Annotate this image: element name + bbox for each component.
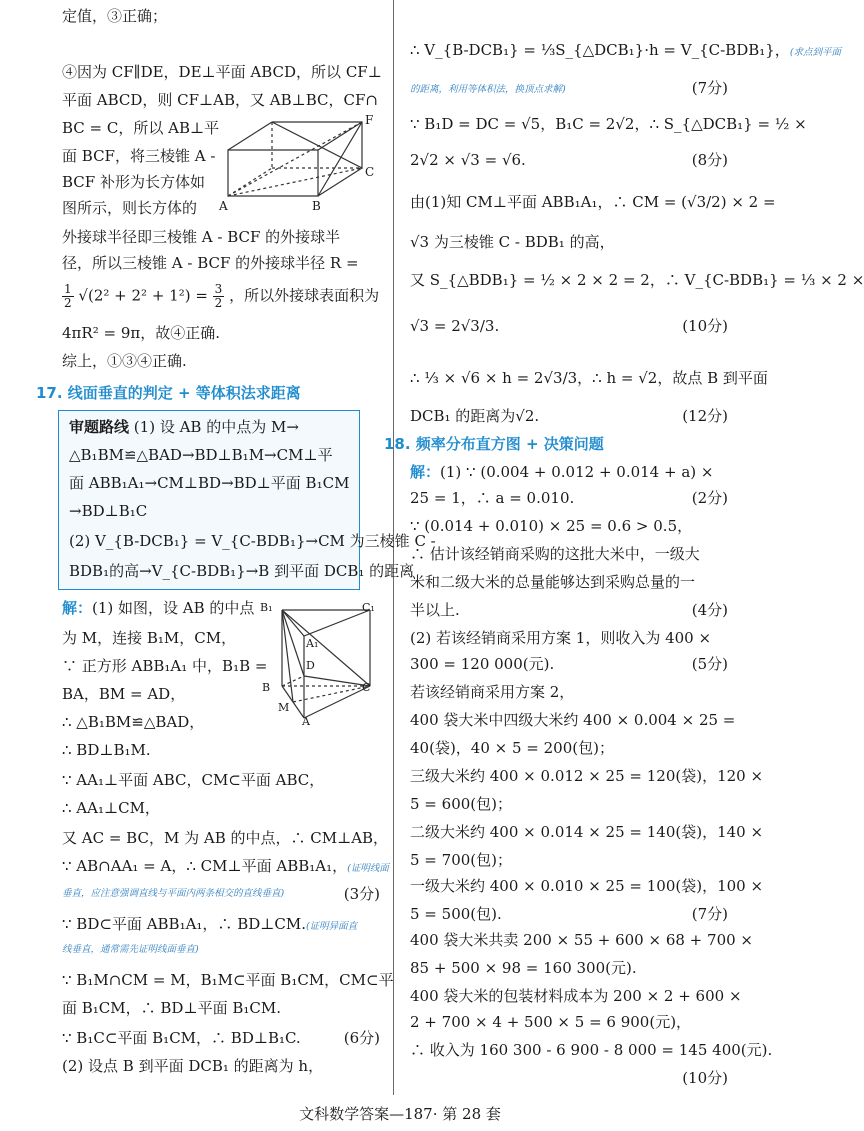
- text-line: [69, 417, 299, 437]
- text-line: [410, 462, 713, 482]
- text-line: 半以上.: [410, 601, 460, 619]
- text-line: ∴ BD⊥B₁M.: [62, 741, 151, 759]
- text-line: 又 S_{△BDB₁} = ½ × 2 × 2 = 2，∴ V_{C-BDB₁} = ⅓ × 2 ×: [410, 271, 864, 289]
- fig2-label-b1: B₁: [260, 601, 273, 614]
- score-points: (7分): [691, 79, 728, 97]
- text-line: 为 M，连接 B₁M，CM，: [62, 629, 237, 647]
- annotation-note: (求点到平面: [789, 47, 842, 58]
- text-line: 径，所以三棱锥 A - BCF 的外接球半径 R =: [62, 254, 359, 272]
- text-line: [62, 598, 254, 618]
- text-segment: (1) 设 AB 的中点为 M→: [133, 418, 299, 436]
- page-footer: 文科数学答案—187· 第 28 套: [299, 1105, 501, 1123]
- text-line: 综上，①③④正确.: [62, 352, 187, 370]
- score-points: (10分): [682, 317, 728, 335]
- text-line: →BD⊥B₁C: [69, 502, 148, 520]
- radical-expression: √(2² + 2² + 1²) =: [78, 286, 213, 305]
- fig1-label-b: B: [312, 199, 321, 213]
- text-line: 300 = 120 000(元).: [410, 655, 555, 673]
- text-line: [62, 914, 357, 937]
- text-line: 85 + 500 × 98 = 160 300(元).: [410, 959, 637, 977]
- section-17-title: 17. 线面垂直的判定 + 等体积法求距离: [36, 384, 301, 402]
- score-points: (12分): [682, 407, 728, 425]
- text-line: 由(1)知 CM⊥平面 ABB₁A₁，∴ CM = (√3/2) × 2 =: [410, 193, 776, 211]
- text-line: 400 袋大米中四级大米约 400 × 0.004 × 25 =: [410, 711, 736, 729]
- score-points: (10分): [682, 1069, 728, 1087]
- cuboid-figure: [222, 110, 382, 214]
- solution-label: 解：: [62, 599, 93, 617]
- text-line: [62, 283, 379, 310]
- text-line: ∴ 估计该经销商采购的这批大米中，一级大: [410, 545, 700, 563]
- text-line: ∵ (0.014 + 0.010) × 25 = 0.6 > 0.5，: [410, 517, 693, 535]
- text-line: ∵ B₁M∩CM = M，B₁M⊂平面 B₁CM，CM⊂平: [62, 971, 394, 989]
- text-line: √3 为三棱锥 C - BDB₁ 的高，: [410, 233, 615, 251]
- text-line: (2) 若该经销商采用方案 1，则收入为 400 ×: [410, 629, 712, 647]
- text-line: ∴ 收入为 160 300 - 6 900 - 8 000 = 145 400(元).: [410, 1041, 773, 1059]
- section-18-title: 18. 频率分布直方图 + 决策问题: [384, 435, 604, 453]
- prism-figure: [274, 600, 378, 728]
- text-line: ∵ AA₁⊥平面 ABC，CM⊂平面 ABC，: [62, 771, 325, 789]
- score-points: (5分): [691, 655, 728, 673]
- text-segment: ∵ BD⊂平面 ABB₁A₁，∴ BD⊥CM.: [62, 915, 306, 933]
- fig2-label-b: B: [262, 681, 271, 694]
- text-line: BA，BM = AD，: [62, 685, 186, 703]
- fig1-label-f: F: [365, 113, 374, 127]
- text-line: 定值，③正确；: [62, 7, 168, 25]
- score-points: (7分): [691, 905, 728, 923]
- text-line: 面 BCF，将三棱锥 A -: [62, 147, 216, 165]
- text-line: 三级大米约 400 × 0.012 × 25 = 120(袋)，120 ×: [410, 767, 764, 785]
- text-line: △B₁BM≌△BAD→BD⊥B₁M→CM⊥平: [69, 446, 333, 464]
- fig2-label-a: A: [302, 715, 310, 728]
- text-line: 5 = 500(包).: [410, 905, 502, 923]
- text-line: 平面 ABCD，则 CF⊥AB，又 AB⊥BC，CF∩: [62, 91, 378, 109]
- text-line: ④因为 CF∥DE，DE⊥平面 ABCD，所以 CF⊥: [62, 63, 382, 81]
- text-line: 4πR² = 9π，故④正确.: [62, 324, 220, 342]
- fig2-label-d: D: [306, 659, 315, 672]
- text-line: 5 = 700(包)；: [410, 851, 512, 869]
- text-line: 40(袋)，40 × 5 = 200(包)；: [410, 739, 614, 757]
- text-line: 25 = 1，∴ a = 0.010.: [410, 489, 575, 507]
- text-line: 若该经销商采用方案 2，: [410, 683, 575, 701]
- fig2-label-m: M: [278, 701, 290, 714]
- text-line: ∵ B₁D = DC = √5，B₁C = 2√2，∴ S_{△DCB₁} = ½ ×: [410, 115, 807, 133]
- text-line: 二级大米约 400 × 0.014 × 25 = 140(袋)，140 ×: [410, 823, 764, 841]
- annotation-note: 的距离，利用等体积法，换顶点求解): [410, 84, 566, 95]
- text-line: [410, 40, 841, 63]
- text-line: BDB₁的高→V_{C-BDB₁}→B 到平面 DCB₁ 的距离: [69, 562, 415, 580]
- text-line: √3 = 2√3/3.: [410, 317, 500, 335]
- text-line: (2) 设点 B 到平面 DCB₁ 的距离为 h，: [62, 1057, 324, 1075]
- text-line: BC = C，所以 AB⊥平: [62, 119, 220, 137]
- score-points: (6分): [343, 1029, 380, 1047]
- text-line: ∴ △B₁BM≌△BAD，: [62, 713, 205, 731]
- text-line: ∵ 正方形 ABB₁A₁ 中，B₁B =: [62, 657, 268, 675]
- score-points: (4分): [691, 601, 728, 619]
- annotation-note: (证明异面直: [305, 921, 358, 932]
- text-line: 2√2 × √3 = √6.: [410, 151, 526, 169]
- score-points: (3分): [343, 885, 380, 903]
- text-segment: ，所以外接球表面积为: [229, 286, 380, 305]
- fig1-label-a: A: [219, 199, 228, 213]
- box-title: 审题路线: [69, 418, 130, 436]
- text-line: 面 ABB₁A₁→CM⊥BD→BD⊥平面 B₁CM: [69, 474, 350, 492]
- fig1-label-c: C: [365, 165, 375, 179]
- text-line: 一级大米约 400 × 0.010 × 25 = 100(袋)，100 ×: [410, 877, 764, 895]
- text-line: 400 袋大米共卖 200 × 55 + 600 × 68 + 700 ×: [410, 931, 753, 949]
- fig2-label-c1: C₁: [362, 601, 375, 614]
- text-line: ∴ ⅓ × √6 × h = 2√3/3，∴ h = √2，故点 B 到平面: [410, 369, 768, 387]
- text-line: ∵ B₁C⊂平面 B₁CM，∴ BD⊥B₁C.: [62, 1029, 301, 1047]
- text-line: (2) V_{B-DCB₁} = V_{C-BDB₁}→CM 为三棱锥 C -: [69, 532, 436, 550]
- analysis-route-box: [58, 410, 436, 590]
- text-line: 400 袋大米的包装材料成本为 200 × 2 + 600 ×: [410, 987, 742, 1005]
- text-line: 米和二级大米的总量能够达到采购总量的一: [410, 573, 696, 591]
- text-line: 图所示，则长方体的: [62, 199, 198, 217]
- text-line: [62, 856, 389, 879]
- text-line: 又 AC = BC，M 为 AB 的中点，∴ CM⊥AB，: [62, 829, 389, 847]
- text-segment: (1) ∵ (0.004 + 0.012 + 0.014 + a) ×: [440, 463, 714, 481]
- text-line: DCB₁ 的距离为√2.: [410, 407, 540, 425]
- fraction-half: $\frac{1}{2}$: [64, 282, 72, 310]
- score-points: (2分): [691, 489, 728, 507]
- fig2-label-c: C: [362, 681, 371, 694]
- text-line: BCF 补形为长方体如: [62, 173, 205, 191]
- score-points: (8分): [691, 151, 728, 169]
- fraction-three-halves: $\frac{3}{2}$: [214, 282, 223, 310]
- text-line: 2 + 700 × 4 + 500 × 5 = 6 900(元)，: [410, 1013, 692, 1031]
- text-segment: ∵ AB∩AA₁ = A，∴ CM⊥平面 ABB₁A₁，: [62, 857, 348, 875]
- fig2-label-a1: A₁: [306, 637, 319, 650]
- text-segment: ∴ V_{B-DCB₁} = ⅓S_{△DCB₁}·h = V_{C-BDB₁}，: [410, 41, 790, 59]
- text-segment: (1) 如图，设 AB 的中点: [92, 599, 255, 617]
- text-line: 面 B₁CM，∴ BD⊥平面 B₁CM.: [62, 999, 281, 1017]
- text-line: 5 = 600(包)；: [410, 795, 512, 813]
- annotation-note: 线垂直，通常需先证明线面垂直): [62, 944, 199, 955]
- text-line: 外接球半径即三棱锥 A - BCF 的外接球半: [62, 228, 341, 246]
- annotation-note: 垂直，应注意强调直线与平面内两条相交的直线垂直): [62, 888, 285, 899]
- annotation-note: (证明线面: [347, 863, 389, 874]
- text-line: ∴ AA₁⊥CM，: [62, 799, 160, 817]
- solution-label: 解：: [410, 463, 441, 481]
